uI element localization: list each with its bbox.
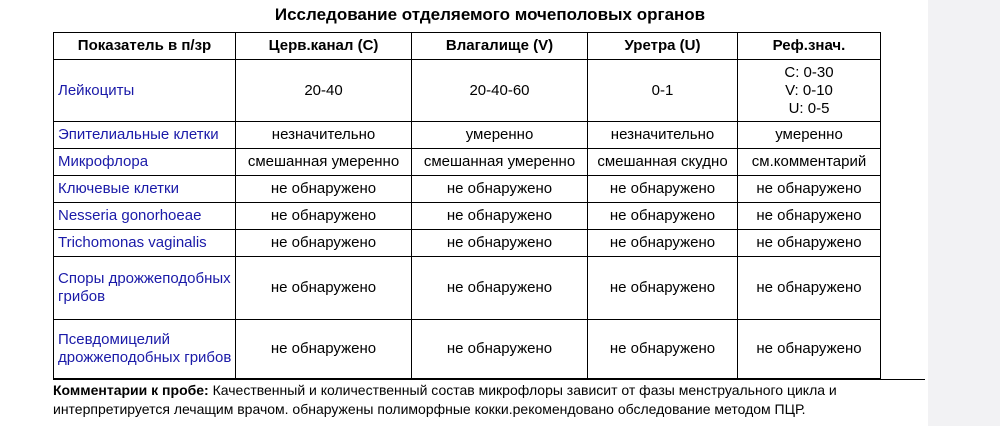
results-table [53, 32, 881, 379]
reference-line: V: 0-10 [785, 81, 833, 99]
row-parameter: Псевдомицелий дрожжеподобных грибов [54, 320, 236, 379]
cell-urethra: 0-1 [588, 60, 738, 122]
comments-label: Комментарии к пробе: [53, 382, 209, 398]
row-parameter: Ключевые клетки [54, 176, 236, 203]
cell-urethra: смешанная скудно [588, 149, 738, 176]
comments-text: Качественный и количественный состав микрофлоры зависит от фазы менструального цикла и интерпретируется лечащим врачом. обнаружены полиморфные кокки.рекомендовано обследование методом ПЦР. [53, 382, 837, 417]
row-parameter: Микрофлора [54, 149, 236, 176]
table-header-row [54, 33, 881, 60]
cell-cervical: 20-40 [236, 60, 412, 122]
row-parameter: Споры дрожжеподобных грибов [54, 257, 236, 320]
header-urethra: Уретра (U) [588, 33, 738, 60]
cell-reference [738, 60, 881, 122]
cell-urethra: не обнаружено [588, 203, 738, 230]
reference-line: C: 0-30 [784, 63, 834, 81]
cell-reference: умеренно [738, 122, 881, 149]
cell-reference: не обнаружено [738, 320, 881, 379]
row-parameter: Эпителиальные клетки [54, 122, 236, 149]
row-parameter: Лейкоциты [54, 60, 236, 122]
header-parameter: Показатель в п/зр [54, 33, 236, 60]
table-row [54, 60, 881, 122]
table-row [54, 257, 881, 320]
page-edge-band [928, 0, 1000, 426]
cell-urethra: не обнаружено [588, 176, 738, 203]
cell-urethra: не обнаружено [588, 320, 738, 379]
table-row [54, 203, 881, 230]
reference-line: U: 0-5 [788, 99, 830, 117]
cell-reference: см.комментарий [738, 149, 881, 176]
cell-reference: не обнаружено [738, 176, 881, 203]
cell-reference: не обнаружено [738, 230, 881, 257]
cell-vagina: не обнаружено [412, 320, 588, 379]
cell-cervical: смешанная умеренно [236, 149, 412, 176]
table-row [54, 122, 881, 149]
cell-vagina: не обнаружено [412, 176, 588, 203]
header-reference: Реф.знач. [738, 33, 881, 60]
cell-reference: не обнаружено [738, 203, 881, 230]
cell-vagina: смешанная умеренно [412, 149, 588, 176]
cell-vagina: 20-40-60 [412, 60, 588, 122]
cell-vagina: не обнаружено [412, 257, 588, 320]
cell-cervical: не обнаружено [236, 176, 412, 203]
table-row [54, 176, 881, 203]
cell-cervical: не обнаружено [236, 230, 412, 257]
cell-cervical: не обнаружено [236, 257, 412, 320]
table-row [54, 230, 881, 257]
row-parameter: Trichomonas vaginalis [54, 230, 236, 257]
cell-urethra: не обнаружено [588, 230, 738, 257]
table-row [54, 320, 881, 379]
comments-divider [53, 379, 925, 380]
cell-vagina: умеренно [412, 122, 588, 149]
cell-vagina: не обнаружено [412, 203, 588, 230]
table-row [54, 149, 881, 176]
header-vagina: Влагалище (V) [412, 33, 588, 60]
cell-vagina: не обнаружено [412, 230, 588, 257]
cell-cervical: не обнаружено [236, 203, 412, 230]
cell-urethra: незначительно [588, 122, 738, 149]
header-cervical-canal: Церв.канал (C) [236, 33, 412, 60]
sample-comments [53, 381, 933, 419]
document-title: Исследование отделяемого мочеполовых органов [274, 5, 706, 24]
cell-cervical: не обнаружено [236, 320, 412, 379]
cell-urethra: не обнаружено [588, 257, 738, 320]
cell-cervical: незначительно [236, 122, 412, 149]
cell-reference: не обнаружено [738, 257, 881, 320]
row-parameter: Nesseria gonorhoeae [54, 203, 236, 230]
